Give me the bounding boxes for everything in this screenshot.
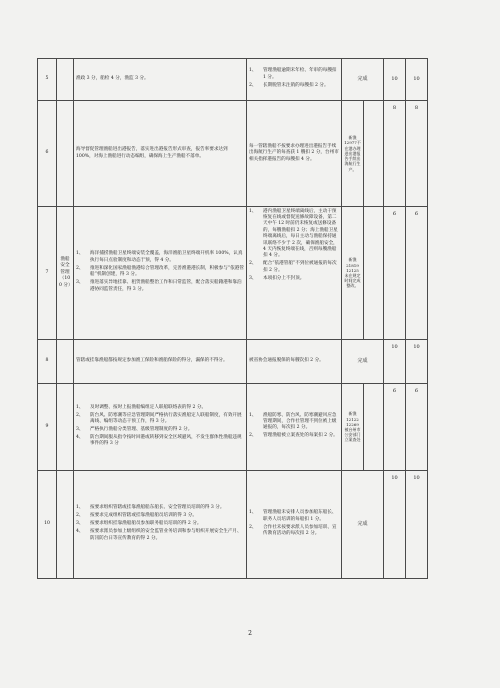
row-number: 10 xyxy=(38,471,57,579)
deduction-cell: 每一管辖渔船不按要求办理进出港报告手续出海航行生产的每查获 1 艘扣 2 分，台州市相关指挥港报告的每艘扣 4 分。 xyxy=(247,101,342,207)
page-number: 2 xyxy=(248,630,252,637)
score-a: 8 xyxy=(384,101,406,207)
empty-cell xyxy=(364,384,384,471)
criteria-cell: 渔政 3 分，船检 4 分，渔监 3 分。 xyxy=(74,59,247,101)
criteria-cell: 1、 按要求组织管辖或挂靠渔船船东船长、安全管理员培训的得 3 分。 2、 按要求完成组织管辖或挂靠渔船船员培训的得 3 分。 3、 按要求组织挂靠渔船船员参加职务船员培训的得 2 分。 4、 按要求派员参加上级组织的安全监管业务培训和参与组织开展安全生产月、防汛防台日等宣传教育的得 2 分。 xyxy=(74,471,247,579)
status-cell: 完成 xyxy=(342,59,384,101)
row-number: 6 xyxy=(38,101,57,207)
status-cell: 新渔12122 12269 被台州市公安部门立案查处 xyxy=(342,384,364,471)
item-cell xyxy=(57,384,74,471)
item-cell xyxy=(57,471,74,579)
item-cell xyxy=(57,101,74,207)
row-number: 5 xyxy=(38,59,57,101)
criteria-cell: 管辖或挂靠渔船都按规定参加渔工保险和渔船保险的得分，漏保的不得分。 xyxy=(74,340,247,384)
criteria-cell: 海导督促管理渔船进出港报告，落实进出港报告形式审查，报告率要求达到 100%，对海上渔船进行动态编组，确保海上生产渔船不落单。 xyxy=(74,101,247,207)
table-row-6 xyxy=(38,101,428,207)
assessment-table xyxy=(37,58,428,579)
table-row-5 xyxy=(38,59,428,101)
score-a: 6 xyxy=(384,384,406,471)
status-cell: 新渔12977不在港办理进出港报告手续出海航行生产。 xyxy=(342,101,364,207)
table-row-9 xyxy=(38,384,428,471)
deduction-cell: 1、 渔船防寒、防台风、防寒潮避风应急管理期间，合作社管理不到位被上级通报的，每次扣 2 分。 2、 管理渔船被立案查处的每案扣 2 分。 xyxy=(247,384,342,471)
empty-cell xyxy=(364,207,384,340)
criteria-cell: 1、 海洋捕捞渔船卫星终端安装全覆盖，海洋渔船卫星终端开机率 100%，认真执行每日点验制度和动态于预，得 4 分。 2、 推进和深化国家渔船渔港综合管理改革，完善渔港港长制，积极参与“依港管船”机制创建，得 3 分。 3、 推进落实异地挂靠、租赁渔船整治工作和日常监管，配合落实船籍港和靠泊港协同监管责任，得 3 分。 xyxy=(74,207,247,340)
deduction-cell: 被省协会通报脱保的每艘次扣 2 分。 xyxy=(247,340,342,384)
table-row-10 xyxy=(38,471,428,579)
score-b: 10 xyxy=(406,471,428,579)
score-a: 10 xyxy=(384,471,406,579)
row-number: 7 xyxy=(38,207,57,340)
score-b: 6 xyxy=(406,207,428,340)
criteria-cell: 1、 及时调整、按时上报渔船编组定人联船联络表的得 2 分。 2、 防台风、防寒潮等应急管理期间严格执行落实渔船定人联船制度，有效开展离线、编组等动态干预工作，得 3 分。 3、 严格执行渔船分类管理、基级管理制度的得 2 分。 4、 防台期间服从指令按时回港或转移到安全区域避风，不发生群体性渔船违规事件的得 3 分 xyxy=(74,384,247,471)
table-row-8 xyxy=(38,340,428,384)
table-row-7 xyxy=(38,207,428,340)
item-cell: 渔船安全管理（10 0 分） xyxy=(57,207,74,340)
deduction-cell: 1、 管理渔船未安排人员参加船东船长、职务人员培训的每船扣 1 分。 2、 合作社未按要求派人员参加培训、宣传教育活动的每次扣 2 分。 xyxy=(247,471,342,579)
score-a: 10 xyxy=(384,59,406,101)
score-b: 8 xyxy=(406,101,428,207)
status-cell: 完成 xyxy=(342,340,384,384)
score-b: 6 xyxy=(406,384,428,471)
row-number: 9 xyxy=(38,384,57,471)
score-a: 10 xyxy=(384,340,406,384)
empty-cell xyxy=(364,101,384,207)
row-number: 8 xyxy=(38,340,57,384)
deduction-cell: 1、 管理渔船逾期未年检、年审的每艘扣 1 分。 2、 长期脱管未注销的每艘扣 2 分。 xyxy=(247,59,342,101)
score-b: 10 xyxy=(406,340,428,384)
deduction-cell: 1、 港内渔船卫星终端离线后，主动干预恢复在线或督促送修故障设备，第二天中午 12 时前仍未恢复或送修设备的，每艘渔船扣 2 分；海上渔船卫星终端离线后，每日主动与渔船保持通讯联络不少于 2 次，确保渔船安全，4 天内恢复终端在线，否则每艘渔船扣 4 分。 2、 配合“依港管船”不到位被通报的每次扣 2 分。 3、 本项扣分上不封顶。 xyxy=(247,207,342,340)
item-cell xyxy=(57,340,74,384)
status-cell: 新渔21819 12125 未在规定时间完成整改。 xyxy=(342,207,364,340)
item-cell xyxy=(57,59,74,101)
score-a: 6 xyxy=(384,207,406,340)
score-b: 10 xyxy=(406,59,428,101)
status-cell: 完成 xyxy=(342,471,384,579)
